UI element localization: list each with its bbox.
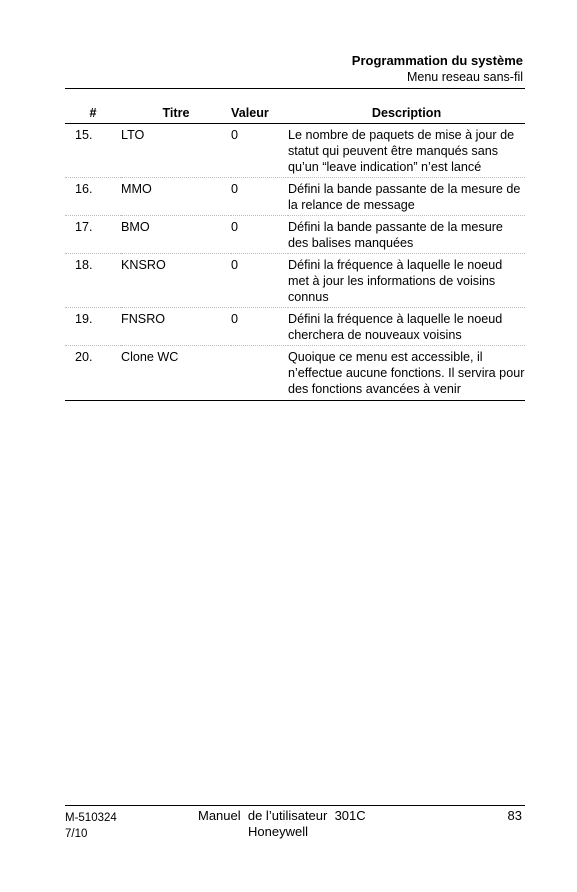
row-valeur: 0 — [231, 216, 288, 254]
row-titre: Clone WC — [121, 346, 231, 401]
row-titre: FNSRO — [121, 308, 231, 346]
manual-title: Manuel de l’utilisateur 301C — [198, 808, 366, 823]
settings-table — [65, 104, 525, 401]
page-header — [352, 53, 523, 85]
column-header-titre: Titre — [121, 104, 231, 124]
row-description: Défini la fréquence à laquelle le noeud met à jour les informations de voisins connus — [288, 254, 525, 308]
table-row — [65, 308, 525, 346]
table-row — [65, 178, 525, 216]
column-header-valeur: Valeur — [231, 104, 288, 124]
row-description: Défini la fréquence à laquelle le noeud cherchera de nouveaux voisins — [288, 308, 525, 346]
header-divider — [65, 88, 525, 89]
row-valeur: 0 — [231, 254, 288, 308]
row-number: 19. — [65, 308, 121, 346]
row-description: Défini la bande passante de la mesure des balises manquées — [288, 216, 525, 254]
row-number: 17. — [65, 216, 121, 254]
footer-left — [65, 810, 117, 842]
table-row — [65, 124, 525, 178]
row-number: 18. — [65, 254, 121, 308]
row-description: Défini la bande passante de la mesure de la relance de message — [288, 178, 525, 216]
footer-divider — [65, 805, 525, 806]
table-header-row — [65, 104, 525, 124]
section-title: Programmation du système — [351, 53, 523, 68]
column-header-number: # — [65, 104, 121, 124]
table-row — [65, 346, 525, 401]
page-number: 83 — [507, 808, 522, 823]
row-valeur: 0 — [231, 178, 288, 216]
row-titre: LTO — [121, 124, 231, 178]
row-number: 20. — [65, 346, 121, 401]
settings-table-container — [65, 104, 525, 401]
row-titre: BMO — [121, 216, 231, 254]
row-valeur: 0 — [231, 308, 288, 346]
footer-center — [198, 808, 366, 840]
row-number: 15. — [65, 124, 121, 178]
row-titre: MMO — [121, 178, 231, 216]
column-header-description: Description — [288, 104, 525, 124]
document-date: 7/10 — [65, 828, 88, 840]
row-number: 16. — [65, 178, 121, 216]
table-row — [65, 254, 525, 308]
row-description: Quoique ce menu est accessible, il n’effectue aucune fonctions. Il servira pour des fonctions avancées à venir — [288, 346, 525, 401]
row-valeur — [231, 346, 288, 401]
brand-name: Honeywell — [248, 824, 308, 839]
row-valeur: 0 — [231, 124, 288, 178]
row-titre: KNSRO — [121, 254, 231, 308]
table-row — [65, 216, 525, 254]
document-number: M-510324 — [65, 812, 117, 824]
row-description: Le nombre de paquets de mise à jour de statut qui peuvent être manqués sans qu’un “leave indication” n’est lancé — [288, 124, 525, 178]
section-subtitle: Menu reseau sans-fil — [406, 70, 523, 84]
